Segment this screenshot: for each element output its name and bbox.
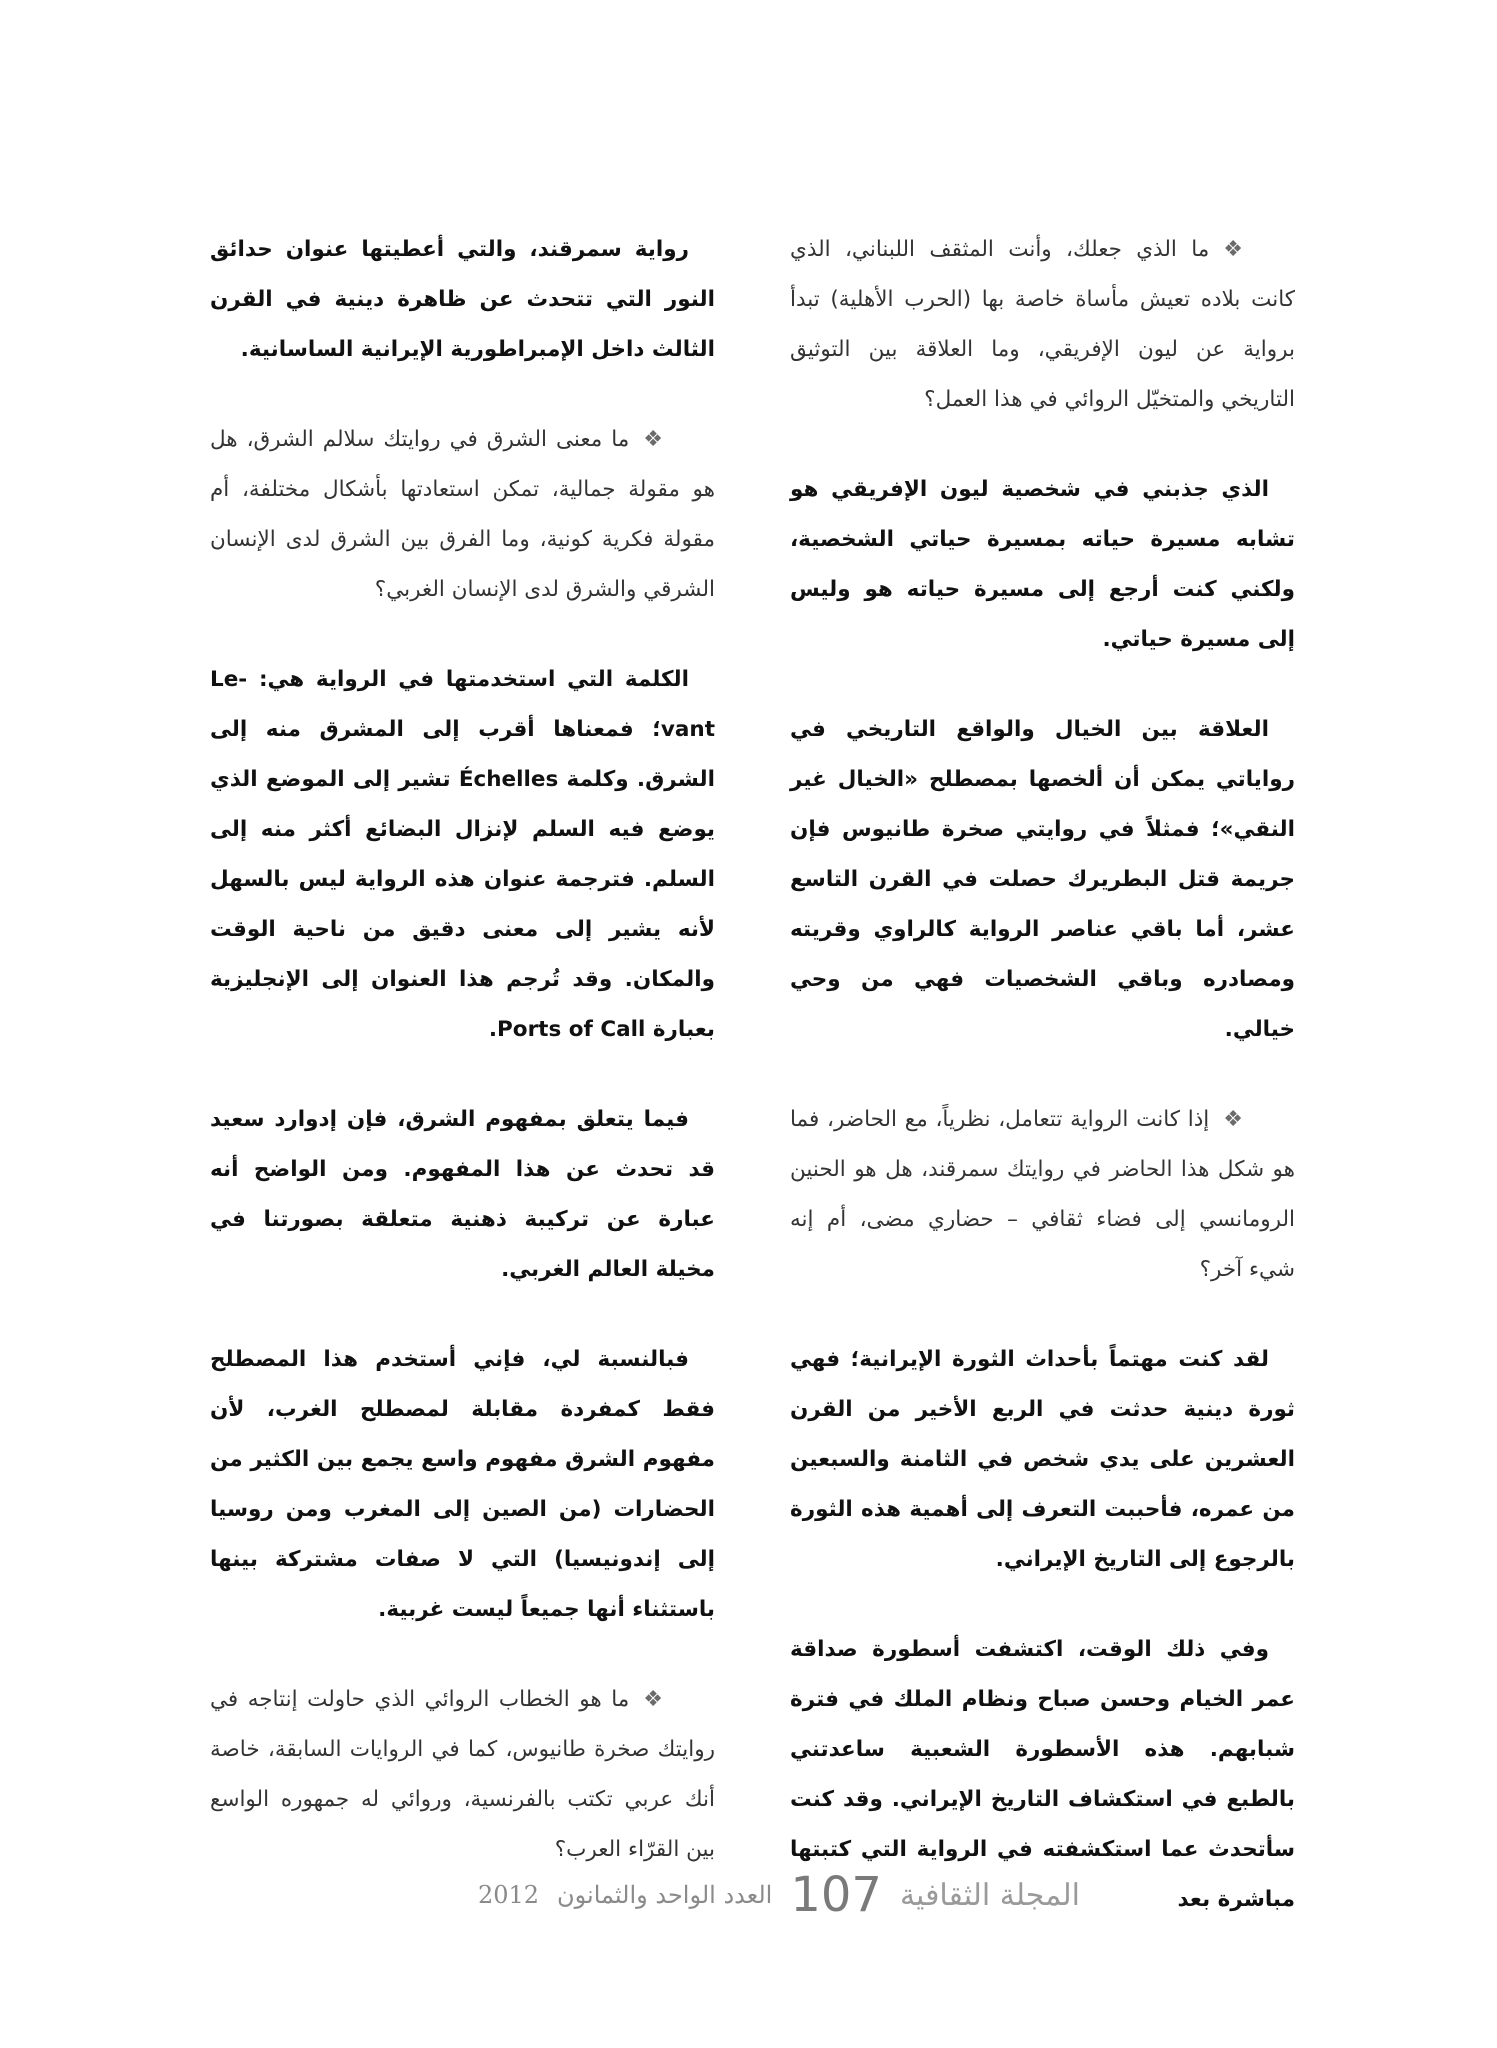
answer-paragraph — [790, 465, 1295, 665]
answer-paragraph — [210, 655, 715, 1055]
magazine-title: المجلة الثقافية — [899, 1877, 1080, 1913]
answer-paragraph — [790, 705, 1295, 1055]
paragraph-text: فيما يتعلق بمفهوم الشرق، فإن إدوارد سعيد قد تحدث عن هذا المفهوم. ومن الواضح أنه عبارة عن تركيبة ذهنية متعلقة بصورتنا في مخيلة العالم الغربي. — [210, 1107, 715, 1282]
answer-paragraph — [210, 1095, 715, 1295]
page-number: 107 — [790, 1867, 882, 1923]
question-paragraph — [210, 415, 715, 615]
diamond-bullet-icon: ❖ — [643, 1687, 663, 1712]
paragraph-text: وفي ذلك الوقت، اكتشفت أسطورة صداقة عمر الخيام وحسن صباح ونظام الملك في فترة شبابهم. هذه الأسطورة الشعبية ساعدتني بالطبع في استكشاف التاريخ الإيراني. وقد كنت سأتحدث عما استكشفته في الرواية التي كتبتها مباشرة بعد — [790, 1637, 1295, 1912]
diamond-bullet-icon: ❖ — [1223, 1107, 1243, 1132]
paragraph-text: الكلمة التي استخدمتها في الرواية هي: Le-vant؛ فمعناها أقرب إلى المشرق منه إلى الشرق. وكلمة Échelles تشير إلى الموضع الذي يوضع فيه السلم لإنزال البضائع أكثر منه إلى السلم. فترجمة عنوان هذه الرواية ليس بالسهل لأنه يشير إلى معنى دقيق من ناحية الوقت والمكان. وقد تُرجم هذا العنوان إلى الإنجليزية بعبارة Ports of Call. — [210, 667, 715, 1042]
paragraph-text: إذا كانت الرواية تتعامل، نظرياً، مع الحاضر، فما هو شكل هذا الحاضر في روايتك سمرقند، هل هو الحنين الرومانسي إلى فضاء ثقافي – حضاري مضى، أم إنه شيء آخر؟ — [790, 1107, 1295, 1282]
issue-label: العدد الواحد والثمانون — [557, 1881, 773, 1909]
answer-paragraph — [790, 1335, 1295, 1585]
paragraph-text: ما معنى الشرق في روايتك سلالم الشرق، هل هو مقولة جمالية، تمكن استعادتها بأشكال مختلفة، أم مقولة فكرية كونية، وما الفرق بين الشرق لدى الإنسان الشرقي والشرق لدى الإنسان الغربي؟ — [210, 427, 715, 602]
diamond-bullet-icon: ❖ — [643, 427, 663, 452]
paragraph-text: ما الذي جعلك، وأنت المثقف اللبناني، الذي كانت بلاده تعيش مأساة خاصة بها (الحرب الأهلية) تبدأ برواية عن ليون الإفريقي، وما العلاقة بين التوثيق التاريخي والمتخيّل الروائي في هذا العمل؟ — [790, 237, 1295, 412]
page-footer — [430, 1860, 1080, 1930]
issue-year: 2012 — [477, 1881, 540, 1909]
right-column — [790, 225, 1295, 1965]
paragraph-text: لقد كنت مهتماً بأحداث الثورة الإيرانية؛ فهي ثورة دينية حدثت في الربع الأخير من القرن العشرين على يدي شخص في الثامنة والسبعين من عمره، فأحببت التعرف إلى أهمية هذه الثورة بالرجوع إلى التاريخ الإيراني. — [790, 1347, 1295, 1572]
paragraph-text: رواية سمرقند، والتي أعطيتها عنوان حدائق النور التي تتحدث عن ظاهرة دينية في القرن الثالث داخل الإمبراطورية الإيرانية الساسانية. — [210, 237, 715, 362]
paragraph-text: ما هو الخطاب الروائي الذي حاولت إنتاجه في روايتك صخرة طانيوس، كما في الروايات السابقة، خاصة أنك عربي تكتب بالفرنسية، وروائي له جمهوره الواسع بين القرّاء العرب؟ — [210, 1687, 715, 1862]
answer-paragraph — [210, 225, 715, 375]
question-paragraph — [790, 225, 1295, 425]
paragraph-text: الذي جذبني في شخصية ليون الإفريقي هو تشابه مسيرة حياته بمسيرة حياتي الشخصية، ولكني كنت أرجع إلى مسيرة حياته هو وليس إلى مسيرة حياتي. — [790, 477, 1295, 652]
question-paragraph — [210, 1675, 715, 1875]
paragraph-text: فبالنسبة لي، فإني أستخدم هذا المصطلح فقط كمفردة مقابلة لمصطلح الغرب، لأن مفهوم الشرق مفهوم واسع يجمع بين الكثير من الحضارات (من الصين إلى المغرب ومن روسيا إلى إندونيسيا) التي لا صفات مشتركة بينها باستثناء أنها جميعاً ليست غربية. — [210, 1347, 715, 1622]
answer-paragraph — [210, 1335, 715, 1635]
left-column — [210, 225, 715, 1915]
paragraph-text: العلاقة بين الخيال والواقع التاريخي في رواياتي يمكن أن ألخصها بمصطلح «الخيال غير النقي»؛ فمثلاً في روايتي صخرة طانيوس فإن جريمة قتل البطريرك حصلت في القرن التاسع عشر، أما باقي عناصر الرواية كالراوي وقريته ومصادره وباقي الشخصيات فهي من وحي خيالي. — [790, 717, 1295, 1042]
question-paragraph — [790, 1095, 1295, 1295]
diamond-bullet-icon: ❖ — [1223, 237, 1243, 262]
